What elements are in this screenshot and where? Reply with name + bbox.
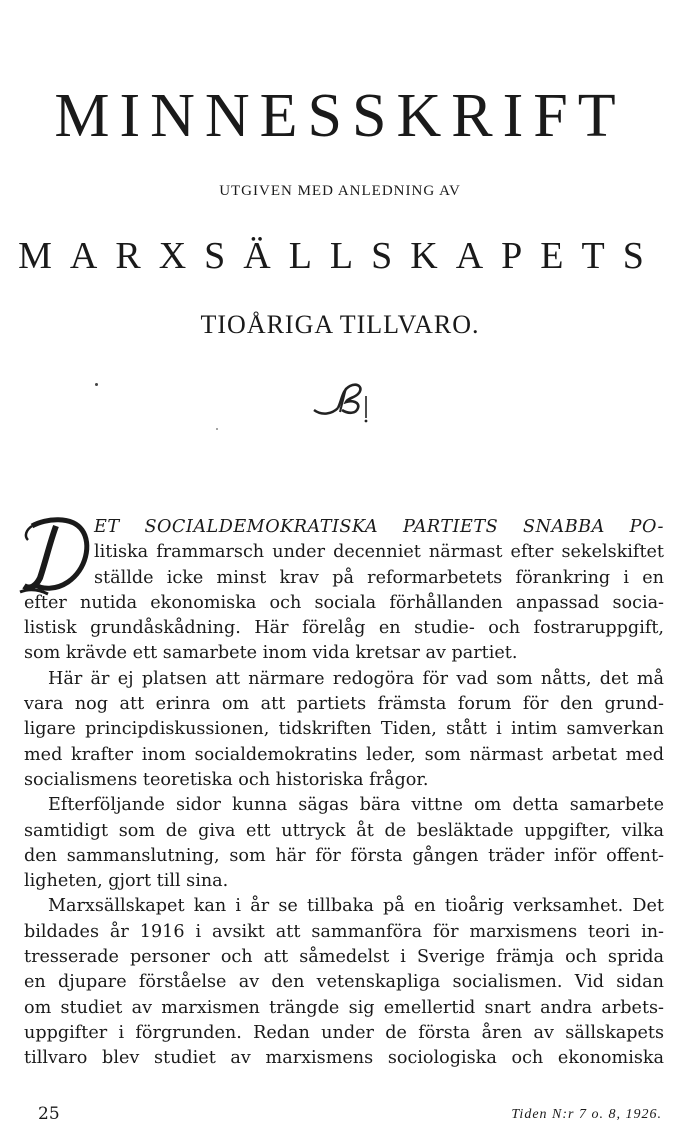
journal-citation: Tiden N:r 7 o. 8, 1926. [511, 1107, 662, 1122]
ornament-monogram-icon [306, 376, 376, 426]
article-body [24, 515, 664, 1072]
text-line: som krävde ett samarbete inom vida kretsar av partiet. [24, 643, 518, 664]
text-line: bildades år 1916 i avsikt att sammanföra för marxismens teori in- [24, 921, 664, 942]
text-line: ställde icke minst krav på reformarbetets förankring i en [94, 567, 664, 588]
text-line: med krafter inom socialdemokratins leder, som närmast arbetat med [24, 744, 664, 765]
page-number: 25 [38, 1104, 60, 1124]
text-line: efter nutida ekonomiska och sociala förhållanden anpassad socia- [24, 592, 664, 613]
main-title: MINNESSKRIFT [54, 82, 626, 150]
text-line: den sammanslutning, som här för första gången träder inför offent- [24, 845, 664, 866]
text-line: om studiet av marxismen trängde sig emellertid snart andra arbets- [24, 997, 664, 1018]
ink-speck [216, 428, 218, 430]
text-line: socialismens teoretiska och historiska frågor. [24, 769, 429, 790]
text-line: uppgifter i förgrunden. Redan under de första åren av sällskapets [24, 1022, 664, 1043]
ink-speck [95, 383, 98, 386]
anniversary-title: TIOÅRIGA TILLVARO. [200, 310, 480, 339]
text-line: tresserade personer och att såmedelst i Sverige främja och sprida [24, 947, 664, 968]
text-line: Här är ej platsen att närmare redogöra för vad som nåtts, det må [48, 668, 664, 689]
text-line: en djupare förståelse av den vetenskapliga socialismen. Vid sidan [24, 972, 664, 993]
text-line: Marxsällskapet kan i år se tillbaka på en tioårig verksamhet. Det [48, 896, 664, 917]
text-line: vara nog att erinra om att partiets främsta forum för den grund- [24, 694, 664, 715]
text-line: samtidigt som de giva ett uttryck åt de besläktade uppgifter, vilka [24, 820, 664, 841]
text-line: listisk grundåskådning. Här förelåg en studie- och fostraruppgift, [24, 618, 664, 639]
society-title: MARXSÄLLSKAPETS [18, 235, 662, 277]
text-line: ligheten, gjort till sina. [24, 871, 229, 892]
subtitle: UTGIVEN MED ANLEDNING AV [219, 183, 461, 199]
text-line: litiska frammarsch under decenniet närmast efter sekelskiftet [94, 542, 664, 563]
text-line: Efterföljande sidor kunna sägas bära vittne om detta samarbete [48, 795, 664, 816]
text-line: tillvaro blev studiet av marxismens sociologiska och ekonomiska [24, 1048, 664, 1069]
article-lead: ET SOCIALDEMOKRATISKA PARTIETS SNABBA PO- [94, 517, 664, 537]
text-line: ligare principdiskussionen, tidskriften Tiden, stått i intim samverkan [24, 719, 664, 740]
